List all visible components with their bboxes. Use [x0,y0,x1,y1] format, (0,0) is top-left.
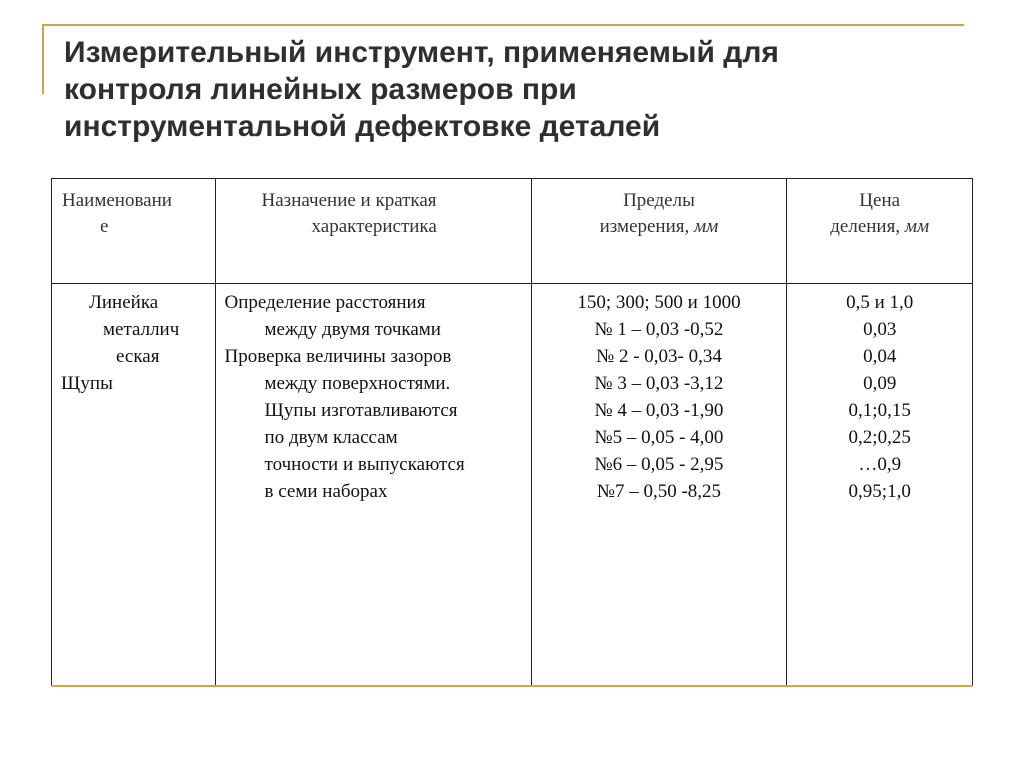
purpose-ruler-line-1: Определение расстояния [224,292,426,313]
purpose-feeler-line-4: по двум классам [264,427,398,448]
header-range-text: измерения, [599,216,695,237]
range-value: №6 – 0,05 - 2,95 [594,454,724,475]
header-range-line-1: Пределы [623,190,695,211]
purpose-feeler-line-6: в семи наборах [264,481,388,502]
header-division-text: деления, [830,216,905,237]
table-header-row [52,179,973,284]
header-purpose [215,179,531,284]
purpose-feeler-line-1: Проверка величины зазоров [224,346,452,367]
header-range-unit: мм [694,216,719,237]
header-purpose-line-2: характеристика [311,216,437,237]
range-value: №7 – 0,50 -8,25 [596,481,722,502]
accent-line-left [42,24,44,94]
range-value: 150; 300; 500 и 1000 [577,292,741,313]
accent-line-top [42,24,964,26]
division-value: 0,1;0,15 [848,400,911,421]
title-line-3: инструментальной дефектовке деталей [64,110,661,143]
division-value: 0,09 [863,373,897,394]
header-name-line-2: е [100,216,109,237]
division-value: 0,2;0,25 [848,427,911,448]
tool-name-line-3: еская [116,346,160,367]
tool-name-line-4: Щупы [61,373,113,394]
cell-ranges [531,284,787,687]
measurement-tools-table [51,178,973,687]
table-row [52,284,973,687]
header-division-line-1: Цена [859,190,901,211]
range-value: № 4 – 0,03 -1,90 [594,400,724,421]
range-value: № 3 – 0,03 -3,12 [594,373,724,394]
division-value: …0,9 [858,454,902,475]
slide-title [64,34,964,145]
cell-divisions [787,284,973,687]
header-purpose-line-1: Назначение и краткая [261,190,437,211]
purpose-feeler-line-3: Щупы изготавливаются [264,400,458,421]
header-division-unit: мм [904,216,930,237]
division-value: 0,04 [863,346,897,367]
division-value: 0,03 [863,319,897,340]
header-range-line-2 [533,214,786,240]
header-division-line-2 [788,214,971,240]
range-value: №5 – 0,05 - 4,00 [594,427,724,448]
cell-tool-names [52,284,216,687]
cell-purpose [215,284,531,687]
header-name [52,179,216,284]
title-line-2: контроля линейных размеров при [64,73,577,106]
purpose-ruler-line-2: между двумя точками [264,319,441,340]
header-range [531,179,787,284]
header-name-line-1: Наименовани [62,190,172,211]
tool-name-line-1: Линейка [89,292,159,313]
division-value: 0,95;1,0 [848,481,911,502]
range-value: № 1 – 0,03 -0,52 [594,319,724,340]
purpose-feeler-line-5: точности и выпускаются [264,454,465,475]
range-value: № 2 - 0,03- 0,34 [596,346,722,367]
tool-name-line-2: металлич [103,319,180,340]
title-line-1: Измерительный инструмент, применяемый для [64,36,779,69]
purpose-feeler-line-2: между поверхностями. [264,373,451,394]
division-value: 0,5 и 1,0 [846,292,914,313]
header-division [787,179,973,284]
